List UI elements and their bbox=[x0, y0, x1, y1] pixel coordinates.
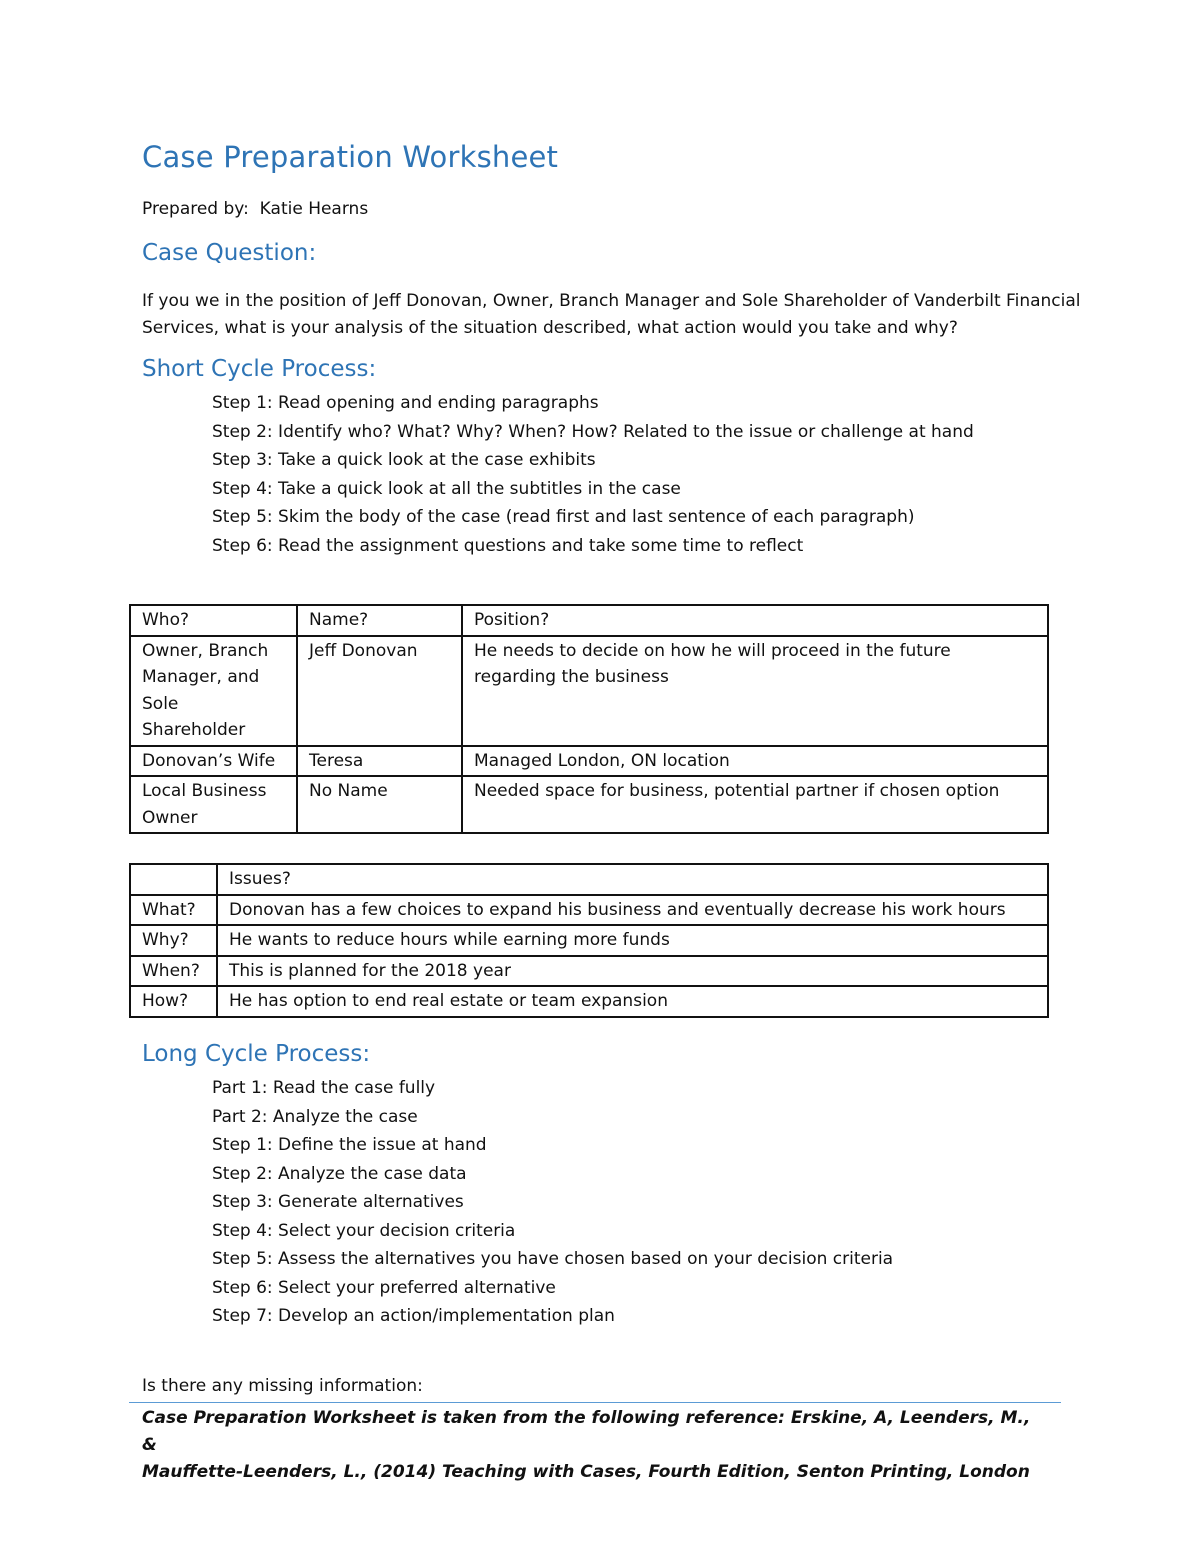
table-row bbox=[130, 925, 1048, 956]
table-row bbox=[130, 776, 1048, 833]
page-title: Case Preparation Worksheet bbox=[142, 140, 559, 174]
prepared-by bbox=[142, 199, 368, 219]
short-cycle-heading: Short Cycle Process: bbox=[142, 356, 377, 382]
table-cell: Managed London, ON location bbox=[462, 746, 1048, 777]
table-cell: Why? bbox=[130, 925, 217, 956]
table-row bbox=[130, 986, 1048, 1017]
table-cell: He wants to reduce hours while earning more funds bbox=[217, 925, 1048, 956]
list-item: Step 3: Take a quick look at the case exhibits bbox=[212, 450, 596, 470]
table-cell: Donovan’s Wife bbox=[130, 746, 297, 777]
table-row bbox=[130, 895, 1048, 926]
table-cell: Teresa bbox=[297, 746, 462, 777]
table-header-cell: Who? bbox=[130, 605, 297, 636]
long-cycle-heading: Long Cycle Process: bbox=[142, 1041, 371, 1067]
list-item: Step 5: Skim the body of the case (read first and last sentence of each paragraph) bbox=[212, 507, 915, 527]
reference-line: Mauffette-Leenders, L., (2014) Teaching with Cases, Fourth Edition, Senton Printing, London bbox=[142, 1462, 1030, 1482]
list-item: Step 3: Generate alternatives bbox=[212, 1192, 464, 1212]
table-cell: Local Business Owner bbox=[130, 776, 297, 833]
who-table bbox=[129, 604, 1049, 834]
table-cell: No Name bbox=[297, 776, 462, 833]
list-item: Step 5: Assess the alternatives you have chosen based on your decision criteria bbox=[212, 1249, 894, 1269]
table-header-cell bbox=[130, 864, 217, 895]
table-header-cell: Issues? bbox=[217, 864, 1048, 895]
table-cell: How? bbox=[130, 986, 217, 1017]
table-cell: He has option to end real estate or team expansion bbox=[217, 986, 1048, 1017]
table-header-row bbox=[130, 864, 1048, 895]
list-item: Step 6: Read the assignment questions and take some time to reflect bbox=[212, 535, 804, 556]
reference-note bbox=[142, 1405, 1042, 1486]
table-cell: What? bbox=[130, 895, 217, 926]
list-item: Step 7: Develop an action/implementation plan bbox=[212, 1306, 615, 1326]
list-item: Step 2: Analyze the case data bbox=[212, 1163, 467, 1184]
list-item: Part 2: Analyze the case bbox=[212, 1106, 418, 1127]
list-item: Step 6: Select your preferred alternative bbox=[212, 1277, 556, 1298]
issues-table bbox=[129, 863, 1049, 1018]
list-item: Step 2: Identify who? What? Why? When? How? Related to the issue or challenge at hand bbox=[212, 421, 974, 442]
long-cycle-steps bbox=[212, 1074, 893, 1331]
list-item: Step 4: Take a quick look at all the subtitles in the case bbox=[212, 478, 681, 499]
table-cell: Donovan has a few choices to expand his business and eventually decrease his work hours bbox=[217, 895, 1048, 926]
prepared-by-name: Katie Hearns bbox=[259, 199, 369, 219]
table-row bbox=[130, 636, 1048, 746]
table-cell: Needed space for business, potential partner if chosen option bbox=[462, 776, 1048, 833]
list-item: Step 4: Select your decision criteria bbox=[212, 1220, 516, 1241]
reference-line: Case Preparation Worksheet is taken from the following reference: Erskine, A, Leenders, M., & bbox=[142, 1408, 1031, 1455]
list-item: Part 1: Read the case fully bbox=[212, 1078, 436, 1098]
short-cycle-steps bbox=[212, 389, 974, 560]
table-header-row bbox=[130, 605, 1048, 636]
table-row bbox=[130, 746, 1048, 777]
table-header-cell: Name? bbox=[297, 605, 462, 636]
table-cell: When? bbox=[130, 956, 217, 987]
list-item: Step 1: Define the issue at hand bbox=[212, 1135, 487, 1155]
table-cell: Owner, Branch Manager, and Sole Shareholder bbox=[130, 636, 297, 746]
missing-info-prompt: Is there any missing information: bbox=[142, 1376, 423, 1396]
table-header-cell: Position? bbox=[462, 605, 1048, 636]
table-cell: He needs to decide on how he will proceed in the future regarding the business bbox=[462, 636, 1048, 746]
prepared-by-label: Prepared by: bbox=[142, 199, 249, 219]
case-question-text: If you we in the position of Jeff Donovan, Owner, Branch Manager and Sole Shareholder of Vanderbilt Financial Services, what is your analysis of the situation described, what action would you take and why? bbox=[142, 291, 1081, 338]
table-cell: Jeff Donovan bbox=[297, 636, 462, 746]
footer-divider bbox=[129, 1402, 1061, 1403]
table-cell: This is planned for the 2018 year bbox=[217, 956, 1048, 987]
table-row bbox=[130, 956, 1048, 987]
case-question-heading: Case Question: bbox=[142, 240, 317, 266]
list-item: Step 1: Read opening and ending paragraphs bbox=[212, 393, 599, 413]
